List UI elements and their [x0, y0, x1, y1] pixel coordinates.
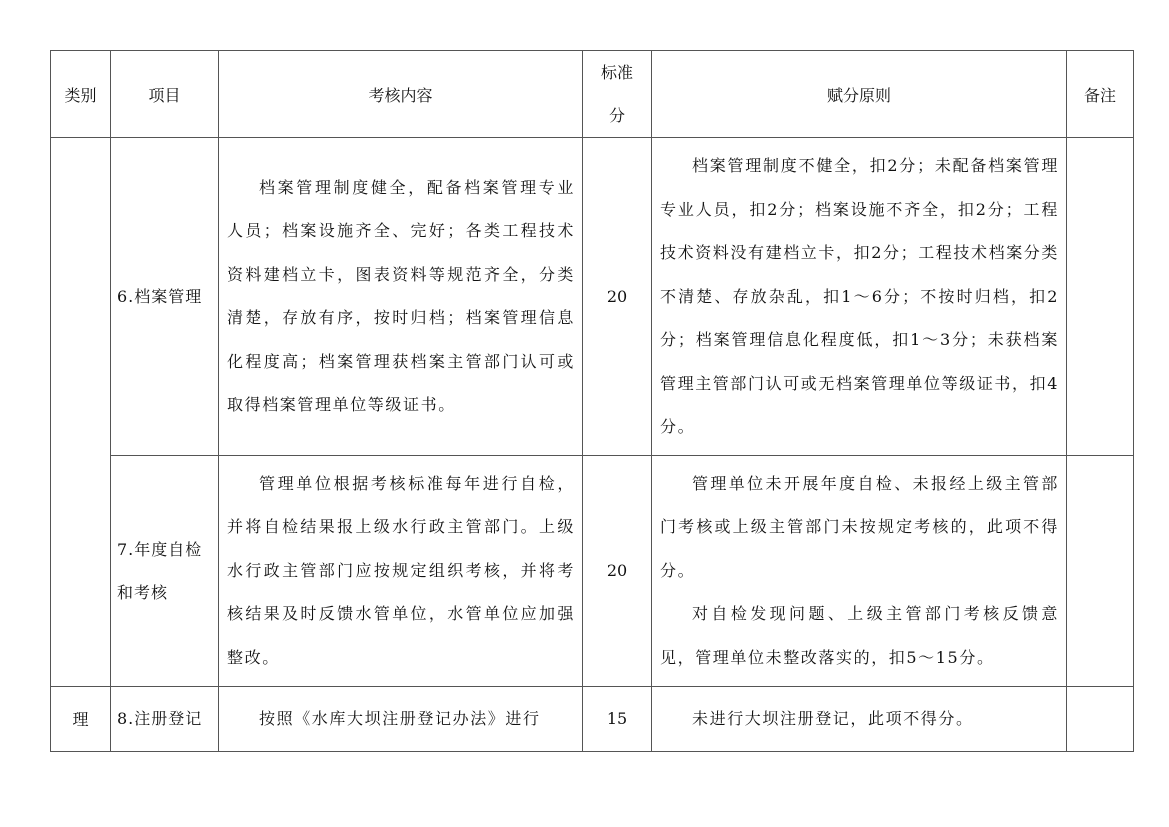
- item-cell: 8.注册登记: [111, 686, 219, 751]
- header-score: [583, 51, 652, 138]
- assessment-table-page: [50, 50, 1133, 752]
- principle-text: 未进行大坝注册登记，此项不得分。: [692, 708, 974, 728]
- principle-text: 对自检发现问题、上级主管部门考核反馈意见，管理单位未整改落实的，扣5～15分。: [660, 604, 1059, 667]
- assessment-table: [50, 50, 1134, 752]
- remark-cell: [1067, 455, 1134, 686]
- principle-cell: [652, 686, 1067, 751]
- header-principle: 赋分原则: [652, 51, 1067, 138]
- content-cell: [219, 686, 583, 751]
- content-cell: [219, 455, 583, 686]
- remark-cell: [1067, 686, 1134, 751]
- score-cell: 20: [583, 455, 652, 686]
- header-score-line1: 标准: [600, 63, 633, 82]
- category-cell: 理: [51, 686, 111, 751]
- header-content: 考核内容: [219, 51, 583, 138]
- content-text: 管理单位根据考核标准每年进行自检，并将自检结果报上级水行政主管部门。上级水行政主管部门应按规定组织考核，并将考核结果及时反馈水管单位，水管单位应加强整改。: [227, 473, 575, 667]
- header-score-line2: 分: [608, 106, 625, 125]
- header-item: 项目: [111, 51, 219, 138]
- score-cell: 20: [583, 138, 652, 456]
- principle-cell: [652, 455, 1067, 686]
- table-row: [51, 138, 1134, 456]
- item-cell: 7.年度自检和考核: [111, 455, 219, 686]
- content-text: 档案管理制度健全，配备档案管理专业人员；档案设施齐全、完好；各类工程技术资料建档立卡，图表资料等规范齐全，分类清楚，存放有序，按时归档；档案管理信息化程度高；档案管理获档案主管部门认可或取得档案管理单位等级证书。: [227, 177, 575, 415]
- principle-cell: [652, 138, 1067, 456]
- item-cell: 6.档案管理: [111, 138, 219, 456]
- header-category: 类别: [51, 51, 111, 138]
- content-cell: [219, 138, 583, 456]
- score-cell: 15: [583, 686, 652, 751]
- content-text: 按照《水库大坝注册登记办法》进行: [259, 708, 541, 728]
- remark-cell: [1067, 138, 1134, 456]
- category-cell: [51, 138, 111, 687]
- table-header-row: [51, 51, 1134, 138]
- header-remark: 备注: [1067, 51, 1134, 138]
- table-row: [51, 686, 1134, 751]
- table-row: [51, 455, 1134, 686]
- principle-text: 档案管理制度不健全，扣2分；未配备档案管理专业人员，扣2分；档案设施不齐全，扣2分；工程技术资料没有建档立卡，扣2分；工程技术档案分类不清楚、存放杂乱，扣1～6分；不按时归档，扣2分；档案管理信息化程度低，扣1～3分；未获档案管理主管部门认可或无档案管理单位等级证书，扣4分。: [660, 156, 1059, 436]
- principle-text: 管理单位未开展年度自检、未报经上级主管部门考核或上级主管部门未按规定考核的，此项不得分。: [660, 473, 1059, 580]
